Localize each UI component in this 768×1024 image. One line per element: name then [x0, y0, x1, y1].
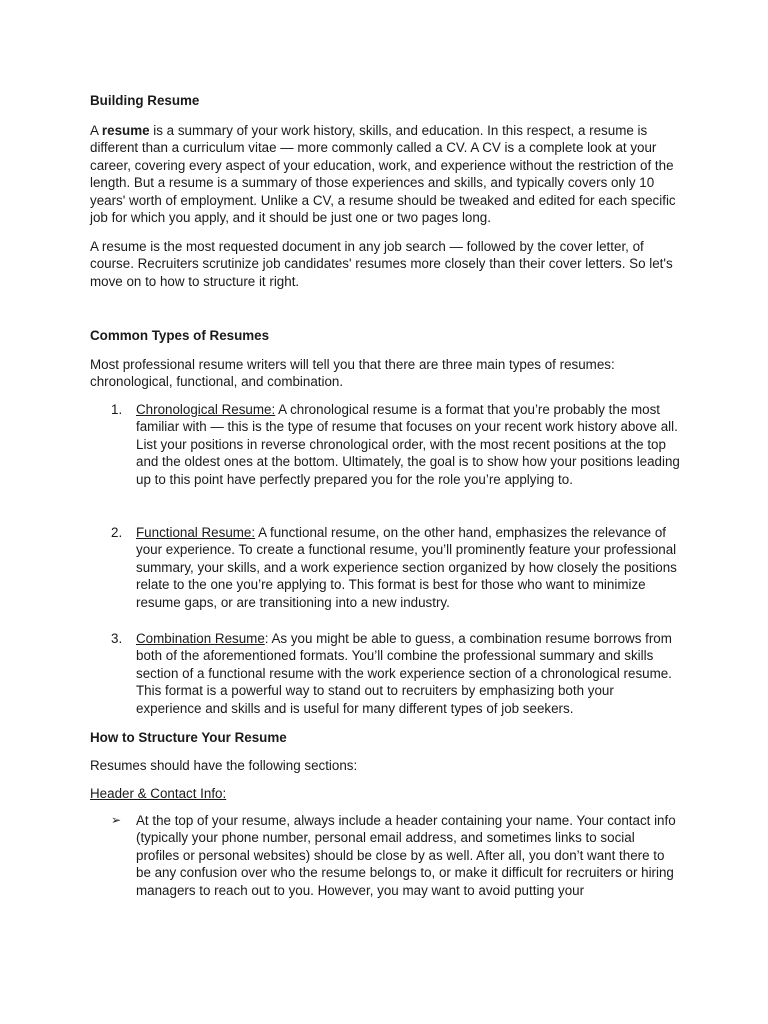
section-heading-types: Common Types of Resumes	[90, 328, 270, 343]
list-item-body: A chronological resume is a format that you’re probably the most familiar with — this is the type of resume that focuses on your recent work history above all. List your positions in reverse chronological order, with the most recent positions at the top and the oldest ones at the bottom. Ultimately, the goal is to show how your positions leading up to this point have perfectly prepared you for the role you’re applying to.	[136, 402, 680, 487]
intro-paragraph-1	[90, 122, 690, 226]
subheading-header-contact: Header & Contact Info:	[90, 786, 227, 801]
structure-intro-paragraph: Resumes should have the following sections:	[90, 758, 358, 773]
list-item-text	[136, 630, 680, 717]
list-item-label: Functional Resume:	[136, 525, 256, 540]
list-number: 2.	[111, 525, 123, 540]
intro-rest-text: is a summary of your work history, skills, and education. In this respect, a resume is different than a curriculum vitae — more commonly called a CV. A CV is a complete look at your career, covering every aspect of your education, work, and experience without the restriction of the length. But a resume is a summary of those experiences and skills, and typically covers only 10 years' worth of employment. Unlike a CV, a resume should be tweaked and edited for each specific job for which you apply, and it should be just one or two pages long.	[90, 123, 676, 226]
list-item-body: A functional resume, on the other hand, emphasizes the relevance of your experience. To create a functional resume, you’ll prominently feature your professional summary, your skills, and a work experience section organized by how closely the positions relate to the one you’re applying to. This format is best for those who want to minimize resume gaps, or are transitioning into a new industry.	[136, 525, 677, 610]
page-title: Building Resume	[90, 93, 200, 108]
list-item-label: Combination Resume	[136, 631, 265, 646]
list-number: 3.	[111, 631, 123, 646]
intro-pre-text: A	[90, 123, 102, 138]
list-number: 1.	[111, 402, 123, 417]
list-item-text	[136, 401, 680, 488]
list-item-label: Chronological Resume:	[136, 402, 276, 417]
section-heading-structure: How to Structure Your Resume	[90, 730, 287, 745]
resume-term: resume	[101, 123, 150, 138]
types-intro-paragraph: Most professional resume writers will tell you that there are three main types of resumes: chronological, functional, and combination.	[90, 357, 615, 390]
bullet-item-text: At the top of your resume, always include a header containing your name. Your contact info (typically your phone number, personal email address, and sometimes links to social profiles or personal websites) should be close by as well. After all, you don’t want there to be any confusion over who the resume belongs to, or make it difficult for recruiters or hiring managers to reach out to you. However, you may want to avoid putting your	[136, 813, 676, 898]
list-item-body: : As you might be able to guess, a combination resume borrows from both of the aforementioned formats. You’ll combine the professional summary and skills section of a functional resume with the work experience section of a chronological resume. This format is a powerful way to stand out to recruiters by emphasizing both your experience and skills and is useful for many different types of job seekers.	[136, 631, 672, 716]
list-item-text	[136, 524, 680, 611]
intro-paragraph-2: A resume is the most requested document in any job search — followed by the cover letter, of course. Recruiters scrutinize job candidates' resumes more closely than their cover letters. So let's move on to how to structure it right.	[90, 239, 673, 289]
arrow-right-icon: ➢	[111, 813, 122, 827]
